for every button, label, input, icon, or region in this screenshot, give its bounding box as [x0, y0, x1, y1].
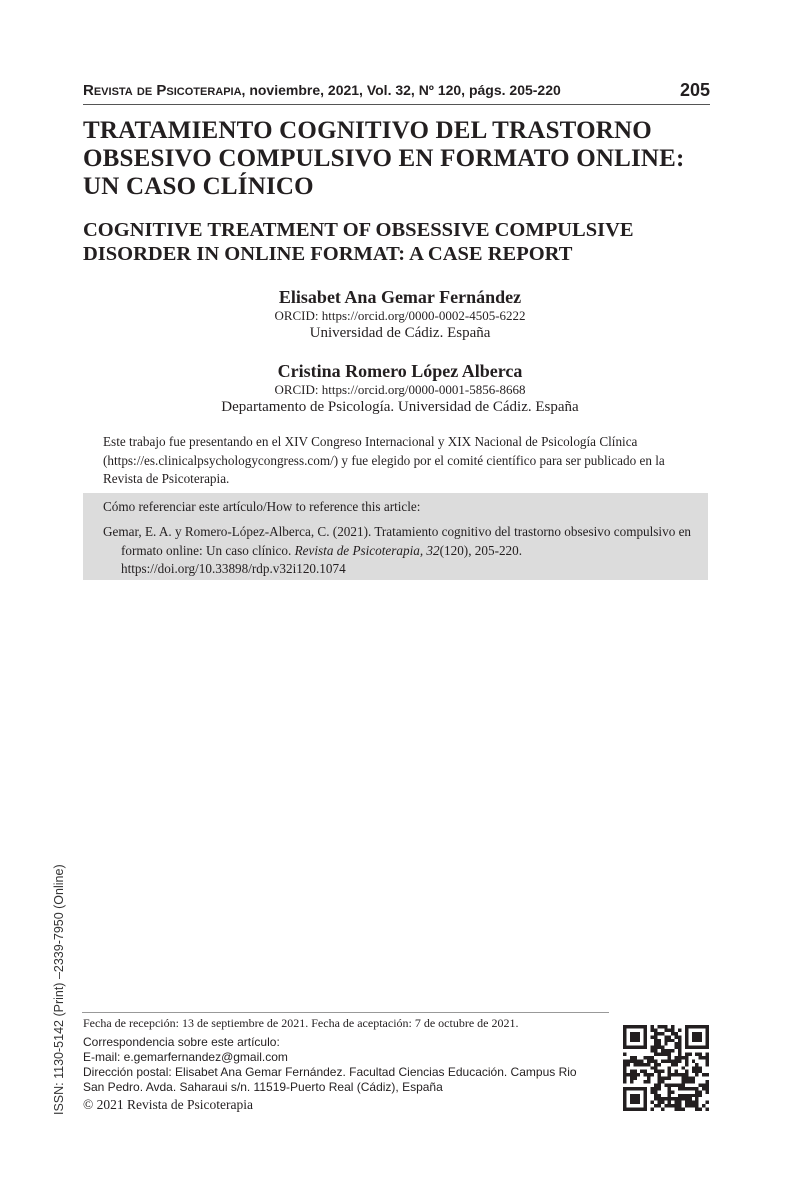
correspondence-heading: Correspondencia sobre este artículo: [83, 1035, 280, 1049]
postal-address: San Pedro. Avda. Saharaui s/n. 11519-Puerto Real (Cádiz), España [83, 1080, 443, 1094]
journal-name: Revista de Psicoterapia [83, 82, 242, 99]
author-orcid[interactable]: ORCID: https://orcid.org/0000-0002-4505-6222 [274, 308, 526, 323]
correspondence-email[interactable]: E-mail: e.gemarfernandez@gmail.com [83, 1050, 288, 1064]
title-line: TRATAMIENTO COGNITIVO DEL TRASTORNO [83, 117, 652, 144]
author-block [100, 361, 700, 417]
correspondence [83, 1035, 577, 1095]
title-line: UN CASO CLÍNICO [83, 173, 314, 200]
subtitle-line: DISORDER IN ONLINE FORMAT: A CASE REPORT [83, 243, 573, 265]
reference-box [83, 493, 708, 580]
footer-divider [82, 1012, 609, 1013]
author-name: Cristina Romero López Alberca [277, 361, 523, 381]
copyright: © 2021 Revista de Psicoterapia [83, 1097, 253, 1112]
reference-citation [103, 523, 711, 579]
author-orcid[interactable]: ORCID: https://orcid.org/0000-0001-5856-8668 [274, 382, 526, 397]
running-header [83, 80, 710, 105]
page-number: 205 [679, 80, 710, 100]
author-name: Elisabet Ana Gemar Fernández [278, 287, 522, 307]
reference-heading: Cómo referenciar este artículo/How to reference this article: [103, 499, 421, 514]
author-block [100, 287, 700, 343]
author-affiliation: Universidad de Cádiz. España [309, 325, 491, 341]
journal-citation-header [83, 82, 561, 99]
article-subtitle [83, 218, 723, 266]
received-accepted-dates: Fecha de recepción: 13 de septiembre de 2021. Fecha de aceptación: 7 de octubre de 2021. [83, 1016, 519, 1030]
postal-address: Dirección postal: Elisabet Ana Gemar Fernández. Facultad Ciencias Educación. Campus Rio [83, 1065, 577, 1079]
citation-doi[interactable]: (120), 205-220. https://doi.org/10.33898/rdp.v32i120.1074 [121, 542, 523, 576]
subtitle-line: COGNITIVE TREATMENT OF OBSESSIVE COMPULSIVE [83, 219, 634, 241]
presentation-note: Este trabajo fue presentando en el XIV Congreso Internacional y XIX Nacional de Psicología Clínica (https://es.clinicalpsychologycongress.com/) y fue elegido por el comité científico para ser publicado en la Revista de Psicoterapia. [103, 434, 665, 486]
journal-details: , noviembre, 2021, Vol. 32, Nº 120, págs. 205-220 [241, 82, 561, 98]
article-title [83, 117, 723, 201]
citation-text: Gemar, E. A. y Romero-López-Alberca, C. (2021). Tratamiento cognitivo del trastorno obsesivo compulsivo en formato online: Un caso clínico. [103, 524, 692, 558]
issn-vertical: ISSN: 1130-5142 (Print) –2339-7950 (Online) [52, 864, 66, 1115]
qr-code-icon [622, 1025, 710, 1111]
author-affiliation: Departamento de Psicología. Universidad de Cádiz. España [221, 399, 579, 415]
title-line: OBSESIVO COMPULSIVO EN FORMATO ONLINE: [83, 145, 685, 172]
citation-journal: Revista de Psicoterapia, 32 [294, 542, 440, 558]
